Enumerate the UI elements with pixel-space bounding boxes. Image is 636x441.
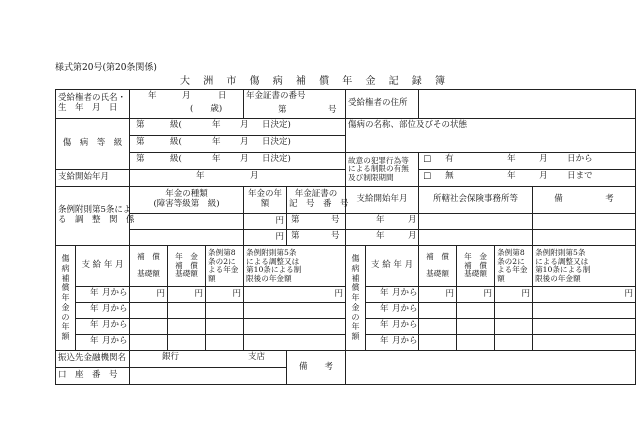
art8-amount-header-right: 条例第8 条の2に よる年金 額 xyxy=(495,246,533,287)
injury-grade-field-2[interactable]: 第 級( 年 月 日決定) xyxy=(130,136,346,153)
pension-basic-header-left: 年 金 補 償 基礎額 xyxy=(168,246,206,287)
pension-amount-header: 年金の年額 xyxy=(244,187,287,214)
payment-start-label: 支給開始年月 xyxy=(56,170,130,187)
adjustment-start-field[interactable]: 年 月 xyxy=(346,230,419,246)
art8-amount-field[interactable] xyxy=(495,335,533,351)
adjusted-amount-field[interactable] xyxy=(533,303,636,319)
bank-field[interactable]: 銀行 支店 xyxy=(130,351,287,368)
art8-amount-field[interactable]: 円 xyxy=(495,287,533,303)
checkbox-icon: □ xyxy=(423,154,432,164)
pension-basic-field[interactable] xyxy=(168,319,206,335)
pension-amount-field[interactable]: 円 xyxy=(244,230,287,246)
basic-amount-field[interactable] xyxy=(419,319,457,335)
basic-amount-field[interactable] xyxy=(419,303,457,319)
art8-amount-field[interactable] xyxy=(206,303,244,319)
art8-amount-field[interactable] xyxy=(206,319,244,335)
adjusted-amount-header-right: 条例附則第5条 による調整又は 第10条による制 限後の年金額 xyxy=(533,246,636,287)
pension-cert-field[interactable]: 第 号 xyxy=(287,214,346,230)
pension-basic-field[interactable] xyxy=(168,335,206,351)
pension-row xyxy=(56,335,636,351)
adjusted-amount-field[interactable] xyxy=(244,303,346,319)
adjustment-remarks-field[interactable] xyxy=(533,214,636,230)
pension-cert-header: 年金証書の 記 号 番 号 xyxy=(287,187,346,214)
recipient-row xyxy=(56,90,636,119)
adjusted-amount-field[interactable] xyxy=(244,335,346,351)
pension-basic-field[interactable] xyxy=(457,319,495,335)
pension-table-header-row xyxy=(56,246,636,287)
pension-row xyxy=(56,303,636,319)
checkbox-icon: □ xyxy=(423,171,432,181)
social-insurance-office-field[interactable] xyxy=(419,214,533,230)
injury-grade-row xyxy=(56,153,636,170)
payment-start-row xyxy=(56,170,636,187)
adjusted-amount-field[interactable] xyxy=(533,319,636,335)
pension-row xyxy=(56,319,636,335)
basic-amount-field[interactable]: 円 xyxy=(419,287,457,303)
form-code: 様式第20号(第20条関係) xyxy=(55,63,157,73)
bank-remarks-field[interactable] xyxy=(346,351,636,385)
recipient-name-field[interactable]: 年 月 日 ( 歳) xyxy=(130,90,244,119)
pension-cert-field[interactable]: 第 号 xyxy=(287,230,346,246)
adjusted-amount-field[interactable]: 円 xyxy=(244,287,346,303)
basic-amount-field[interactable] xyxy=(130,335,168,351)
bank-label: 振込先金融機関名 xyxy=(56,351,130,368)
adjustment-start-header: 支給開始年月 xyxy=(346,187,419,214)
bank-remarks-label: 備 考 xyxy=(287,351,346,385)
basic-amount-header-left: 補 償 基礎額 xyxy=(130,246,168,287)
social-insurance-office-header: 所轄社会保険事務所等 xyxy=(419,187,533,214)
basic-amount-field[interactable]: 円 xyxy=(130,287,168,303)
recipient-address-label: 受給権者の住所 xyxy=(346,90,419,119)
pension-basic-field[interactable]: 円 xyxy=(168,287,206,303)
adjustment-remarks-header: 備 考 xyxy=(533,187,636,214)
period-header-left: 支 給 年 月 xyxy=(76,246,130,287)
pension-basic-field[interactable] xyxy=(457,335,495,351)
adjusted-amount-field[interactable] xyxy=(533,335,636,351)
restriction-none-field[interactable]: □ 無 年 月 日まで xyxy=(419,170,636,187)
pension-side-label-right: 傷 病 補 償 年 金 の 年 額 xyxy=(346,246,366,351)
pension-type-field[interactable] xyxy=(130,230,244,246)
adjustment-start-field[interactable]: 年 月 xyxy=(346,214,419,230)
pension-basic-field[interactable]: 円 xyxy=(457,287,495,303)
pension-row xyxy=(56,287,636,303)
adjusted-amount-header-left: 条例附則第5条 による調整又は 第10条による制 限後の年金額 xyxy=(244,246,346,287)
pension-type-field[interactable] xyxy=(130,214,244,230)
basic-amount-field[interactable] xyxy=(130,319,168,335)
basic-amount-field[interactable] xyxy=(130,303,168,319)
adjustment-row xyxy=(56,230,636,246)
art8-amount-field[interactable]: 円 xyxy=(206,287,244,303)
adjustment-label: 条例附則第5条によ る 調 整 関 係 xyxy=(56,187,130,246)
pension-basic-field[interactable] xyxy=(457,303,495,319)
document-title: 大 洲 市 傷 病 補 償 年 金 記 録 簿 xyxy=(180,76,450,87)
basic-amount-header-right: 補 償 基礎額 xyxy=(419,246,457,287)
pension-type-header: 年金の種類 (障害等級第 級) xyxy=(130,187,244,214)
pension-basic-header-right: 年 金 補 償 基礎額 xyxy=(457,246,495,287)
period-field[interactable]: 年 月から xyxy=(76,335,130,351)
adjustment-header-row xyxy=(56,187,636,214)
injury-condition-field[interactable]: 傷病の名称、部位及びその状態 xyxy=(346,119,636,153)
injury-grade-row xyxy=(56,119,636,136)
injury-grade-field-1[interactable]: 第 級( 年 月 日決定) xyxy=(130,119,346,136)
restriction-has-field[interactable]: □ 有 年 月 日から xyxy=(419,153,636,170)
adjusted-amount-field[interactable] xyxy=(244,319,346,335)
injury-grade-field-3[interactable]: 第 級( 年 月 日決定) xyxy=(130,153,346,170)
adjusted-amount-field[interactable]: 円 xyxy=(533,287,636,303)
art8-amount-field[interactable] xyxy=(495,319,533,335)
pension-record-form xyxy=(55,89,636,385)
payment-start-field[interactable]: 年 月 xyxy=(130,170,346,187)
period-field[interactable]: 年 月から xyxy=(366,303,419,319)
restriction-label: 故意の犯罪行為等 による制限の有無 及び制限期間 xyxy=(346,153,419,187)
period-field[interactable]: 年 月から xyxy=(366,287,419,303)
account-number-field[interactable] xyxy=(130,368,287,385)
art8-amount-field[interactable] xyxy=(206,335,244,351)
account-number-label: 口 座 番 号 xyxy=(56,368,130,385)
period-field[interactable]: 年 月から xyxy=(76,319,130,335)
basic-amount-field[interactable] xyxy=(419,335,457,351)
pension-amount-field[interactable]: 円 xyxy=(244,214,287,230)
period-field[interactable]: 年 月から xyxy=(76,303,130,319)
adjustment-remarks-field[interactable] xyxy=(533,230,636,246)
recipient-address-field[interactable] xyxy=(419,90,636,119)
period-field[interactable]: 年 月から xyxy=(366,319,419,335)
pension-basic-field[interactable] xyxy=(168,303,206,319)
pension-cert-number-field[interactable]: 年金証書の番号 第 号 xyxy=(244,90,346,119)
pension-side-label-left: 傷 病 補 償 年 金 の 年 額 xyxy=(56,246,76,351)
adjustment-row xyxy=(56,214,636,230)
social-insurance-office-field[interactable] xyxy=(419,230,533,246)
period-header-right: 支 給 年 月 xyxy=(366,246,419,287)
art8-amount-header-left: 条例第8 条の2に よる年金 額 xyxy=(206,246,244,287)
period-field[interactable]: 年 月から xyxy=(366,335,419,351)
recipient-name-label: 受給権者の氏名・ 生 年 月 日 xyxy=(56,90,130,119)
period-field[interactable]: 年 月から xyxy=(76,287,130,303)
injury-grade-label: 傷 病 等 級 xyxy=(56,119,130,170)
art8-amount-field[interactable] xyxy=(495,303,533,319)
bank-row xyxy=(56,351,636,368)
